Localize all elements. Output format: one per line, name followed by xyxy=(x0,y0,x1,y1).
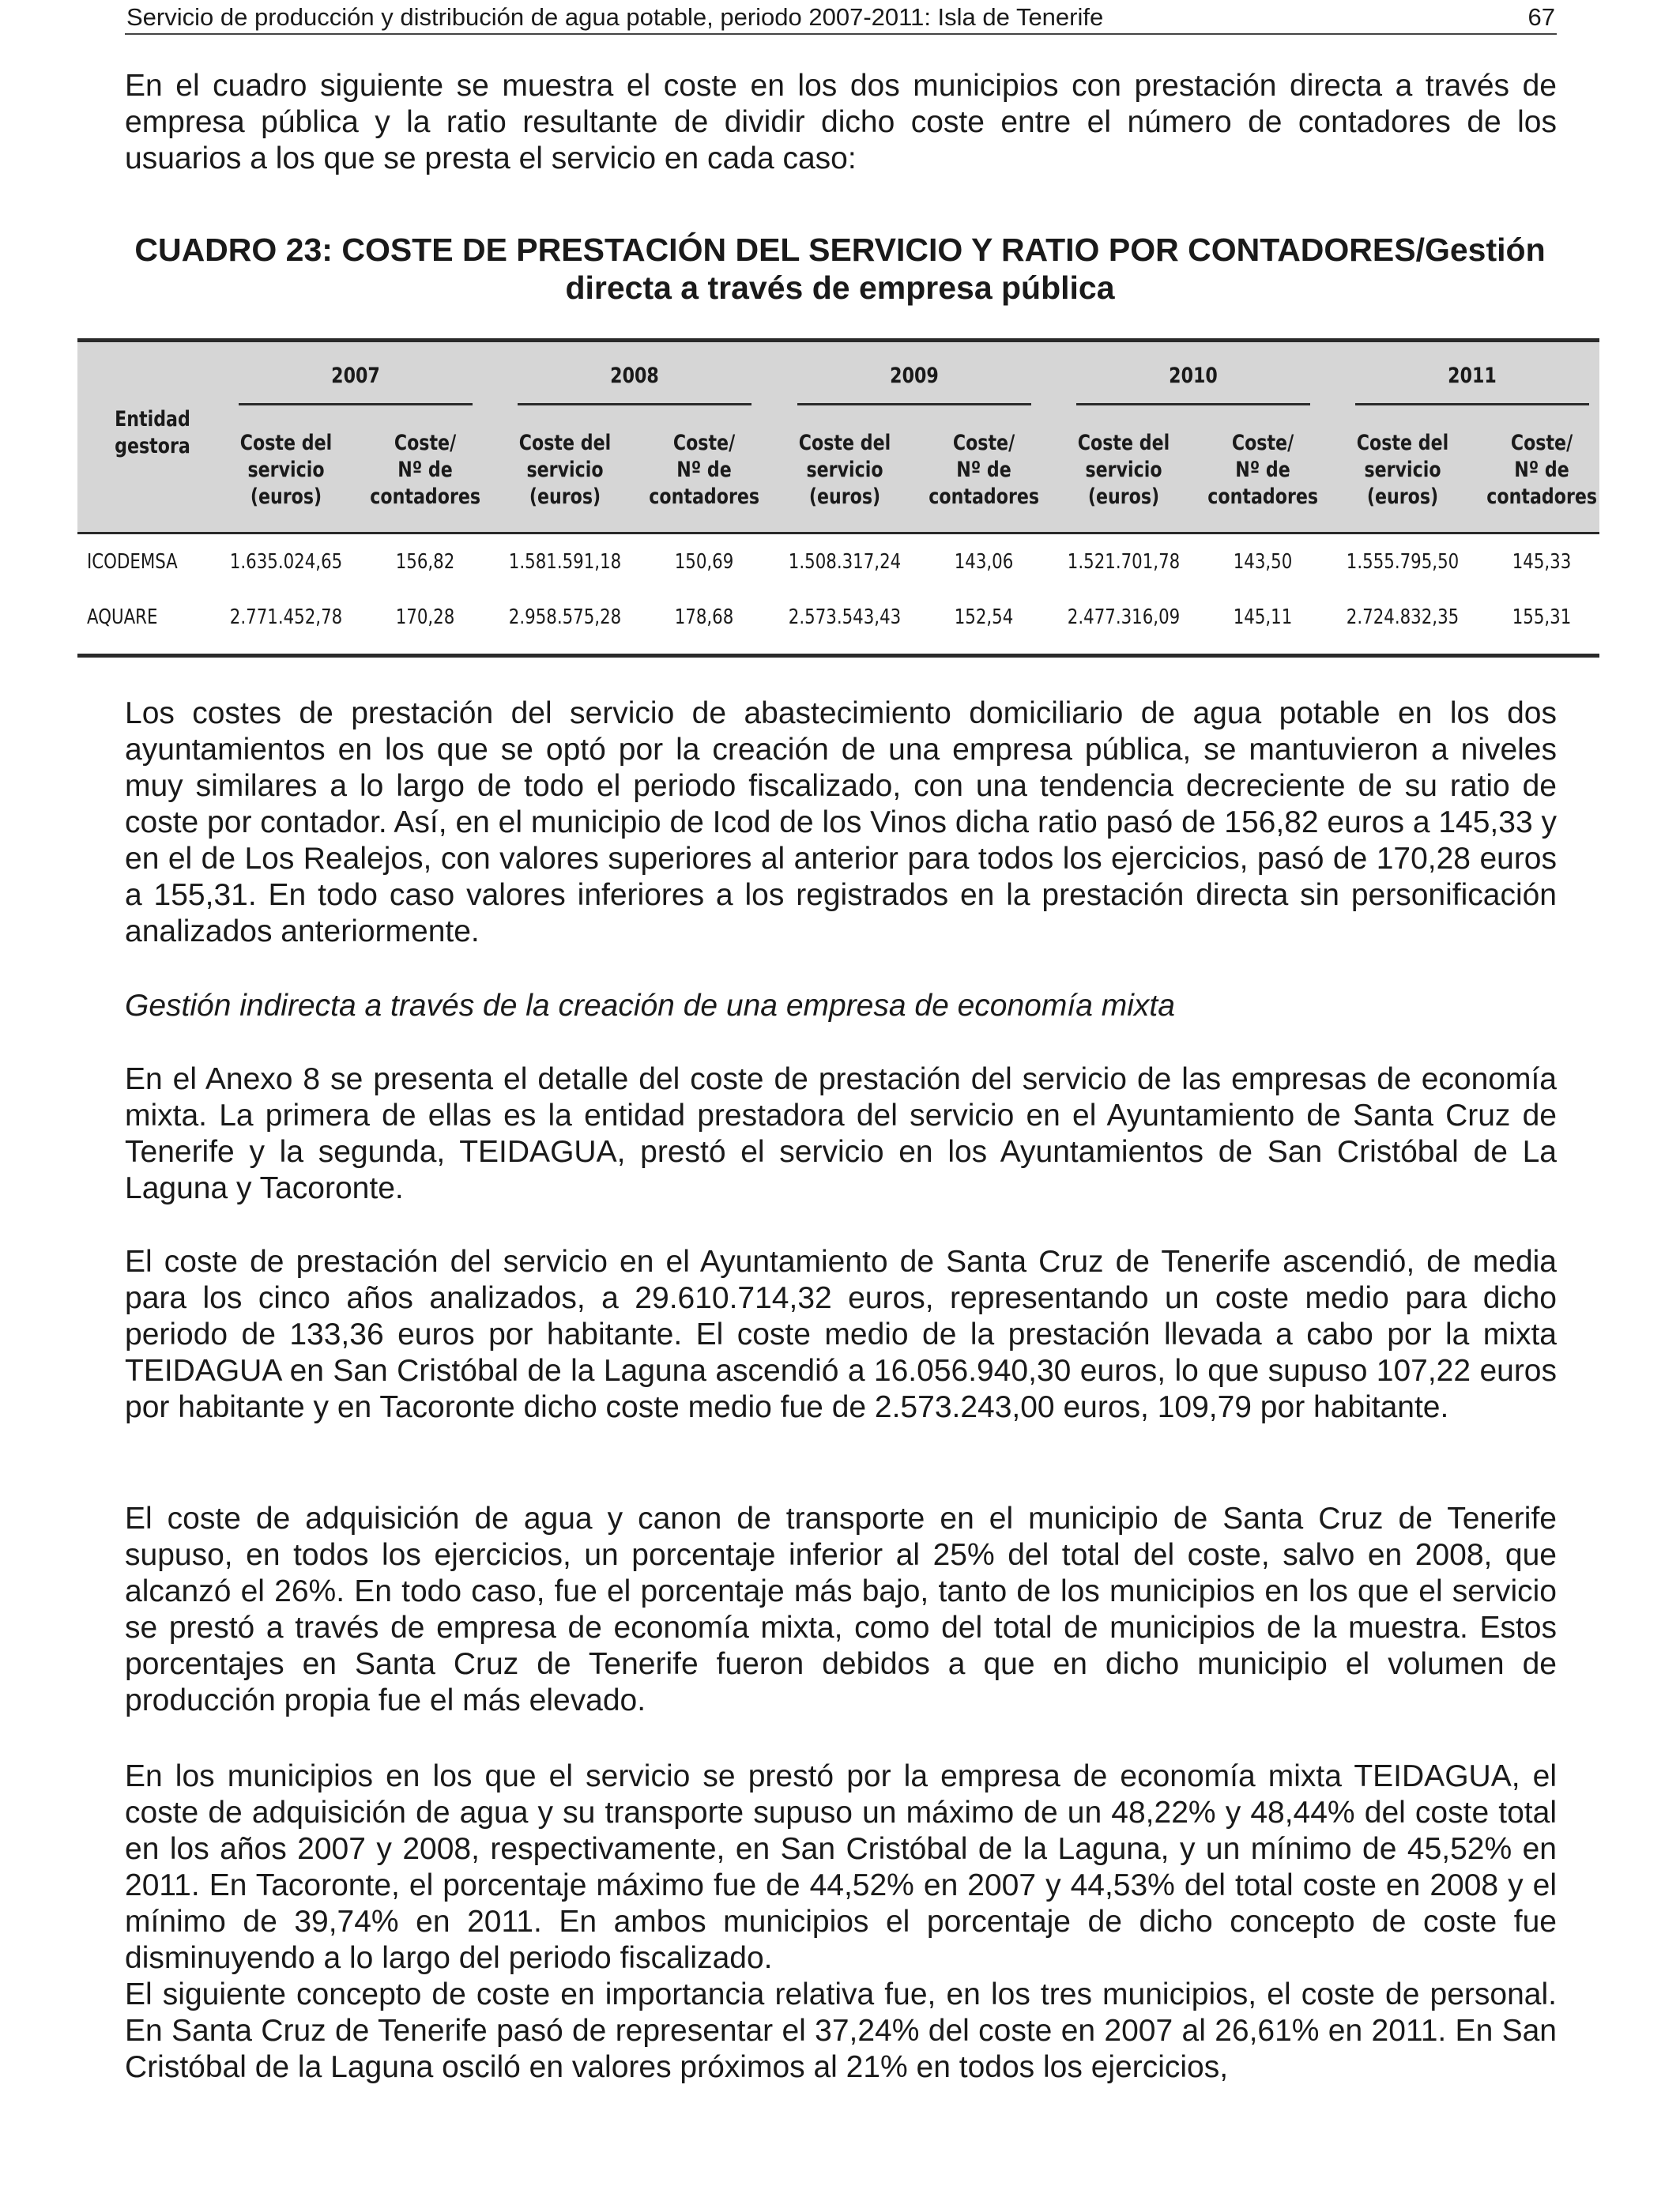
cost-subheader-line: (euros) xyxy=(529,484,601,509)
cost-subheader-2008 xyxy=(510,430,620,511)
year-header-2008: 2008 xyxy=(610,364,659,388)
paragraph-personnel-cost: El siguiente concepto de coste en importancia relativa fue, en los tres municipios, el coste de personal. En Santa Cruz de Tenerife pasó de representar el 37,24% del coste en 2007 al 26,61% en 2011. En San Cristóbal de la Laguna osciló en valores próximos al 21% en todos los ejercicios, xyxy=(125,1977,1557,2084)
cost-value-cell: 2.477.316,09 xyxy=(1067,605,1181,629)
year-underline xyxy=(518,403,751,405)
ratio-subheader-line: Nº de xyxy=(1514,458,1569,482)
ratio-subheader-line: Coste/ xyxy=(394,431,457,455)
ratio-subheader-2010 xyxy=(1207,430,1317,511)
ratio-subheader-line: Coste/ xyxy=(952,431,1015,455)
ratio-subheader-line: contadores xyxy=(1486,484,1598,509)
cost-subheader-2009 xyxy=(789,430,899,511)
ratio-value-cell: 150,69 xyxy=(674,550,734,574)
page-number: 67 xyxy=(1527,3,1555,31)
entity-name: AQUARE xyxy=(87,605,158,629)
ratio-value-cell: 170,28 xyxy=(395,605,455,629)
year-underline xyxy=(1355,403,1589,405)
cost-subheader-line: servicio xyxy=(247,458,325,482)
paragraph-santa-cruz-cost: El coste de prestación del servicio en el Ayuntamiento de Santa Cruz de Tenerife ascendió, de media para los cinco años analizados, a 29.610.714,32 euros, representando un coste medio para dicho periodo de 133,36 euros por habitante. El coste medio de la prestación llevada a cabo por la mixta TEIDAGUA en San Cristóbal de la Laguna ascendió a 16.056.940,30 euros, lo que supuso 107,22 euros por habitante y en Tacoronte dicho coste medio fue de 2.573.243,00 euros, 109,79 por habitante. xyxy=(125,1245,1557,1424)
cost-value-cell: 2.724.832,35 xyxy=(1346,605,1460,629)
section-heading: Gestión indirecta a través de la creación de una empresa de economía mixta xyxy=(125,989,1175,1023)
cost-value-cell: 1.581.591,18 xyxy=(508,550,622,574)
ratio-subheader-line: contadores xyxy=(370,484,481,509)
ratio-subheader-2007 xyxy=(370,430,480,511)
cost-subheader-line: Coste del xyxy=(518,431,612,455)
running-header-title: Servicio de producción y distribución de agua potable, periodo 2007-2011: Isla de Tenerife xyxy=(126,3,1104,31)
cost-subheader-line: Coste del xyxy=(1077,431,1170,455)
ratio-subheader-line: contadores xyxy=(1207,484,1319,509)
cost-subheader-2011 xyxy=(1347,430,1457,511)
entity-column-header xyxy=(91,406,214,460)
year-header-2009: 2009 xyxy=(890,364,939,388)
paragraph-annex-8: En el Anexo 8 se presenta el detalle del coste de prestación del servicio de las empresas de economía mixta. La primera de ellas es la entidad prestadora del servicio en el Ayuntamiento de Santa Cruz de Tenerife y la segunda, TEIDAGUA, prestó el servicio en los Ayuntamientos de San Cristóbal de La Laguna y Tacoronte. xyxy=(125,1062,1557,1205)
table-title xyxy=(63,231,1617,307)
ratio-value-cell: 156,82 xyxy=(395,550,455,574)
ratio-value-cell: 143,06 xyxy=(954,550,1014,574)
ratio-value-cell: 145,11 xyxy=(1233,605,1293,629)
ratio-subheader-2011 xyxy=(1486,430,1596,511)
cost-subheader-line: Coste del xyxy=(1356,431,1449,455)
ratio-value-cell: 178,68 xyxy=(674,605,734,629)
ratio-value-cell: 155,31 xyxy=(1512,605,1572,629)
cost-subheader-line: Coste del xyxy=(239,431,333,455)
paragraph-public-company-analysis: Los costes de prestación del servicio de abastecimiento domiciliario de agua potable en los dos ayuntamientos en los que se optó por la creación de una empresa pública, se mantuvieron a niveles muy similares a lo largo de todo el periodo fiscalizado, con una tendencia decreciente de su ratio de coste por contador. Así, en el municipio de Icod de los Vinos dicha ratio pasó de 156,82 euros a 145,33 y en el de Los Realejos, con valores superiores al anterior para todos los ejercicios, pasó de 170,28 euros a 155,31. En todo caso valores inferiores a los registrados en la prestación directa sin personificación analizados anteriormente. xyxy=(125,696,1557,948)
table-header-rule xyxy=(77,532,1599,534)
year-header-2011: 2011 xyxy=(1448,364,1497,388)
ratio-subheader-line: Nº de xyxy=(397,458,453,482)
ratio-subheader-line: Nº de xyxy=(676,458,732,482)
ratio-subheader-line: Nº de xyxy=(1235,458,1290,482)
ratio-value-cell: 143,50 xyxy=(1233,550,1293,574)
cost-value-cell: 1.635.024,65 xyxy=(229,550,343,574)
cost-subheader-2007 xyxy=(231,430,341,511)
cost-value-cell: 1.555.795,50 xyxy=(1346,550,1460,574)
cost-subheader-line: servicio xyxy=(806,458,883,482)
ratio-subheader-line: Coste/ xyxy=(672,431,736,455)
entity-header-line-1: Entidad xyxy=(115,407,190,432)
intro-paragraph: En el cuadro siguiente se muestra el coste en los dos municipios con prestación directa a través de empresa pública y la ratio resultante de dividir dicho coste entre el número de contadores de los usuarios a los que se presta el servicio en cada caso: xyxy=(125,69,1557,175)
ratio-subheader-line: contadores xyxy=(649,484,760,509)
year-underline xyxy=(797,403,1031,405)
year-underline xyxy=(239,403,473,405)
ratio-value-cell: 152,54 xyxy=(954,605,1014,629)
cost-subheader-line: servicio xyxy=(1085,458,1162,482)
cost-subheader-line: (euros) xyxy=(1366,484,1439,509)
cost-subheader-line: Coste del xyxy=(798,431,891,455)
year-header-2010: 2010 xyxy=(1169,364,1218,388)
paragraph-water-acquisition: El coste de adquisición de agua y canon de transporte en el municipio de Santa Cruz de Tenerife supuso, en todos los ejercicios, un porcentaje inferior al 25% del total del coste, salvo en 2008, que alcanzó el 26%. En todo caso, fue el porcentaje más bajo, tanto de los municipios en los que el servicio se prestó a través de empresa de economía mixta, como del total de municipios de la muestra. Estos porcentajes en Santa Cruz de Tenerife fueron debidos a que en dicho municipio el volumen de producción propia fue el más elevado. xyxy=(125,1502,1557,1717)
cost-subheader-line: (euros) xyxy=(250,484,322,509)
ratio-subheader-line: contadores xyxy=(929,484,1040,509)
running-header xyxy=(125,0,1557,35)
cost-value-cell: 2.771.452,78 xyxy=(229,605,343,629)
year-header-2007: 2007 xyxy=(331,364,380,388)
cost-value-cell: 2.573.543,43 xyxy=(788,605,902,629)
ratio-value-cell: 145,33 xyxy=(1512,550,1572,574)
ratio-subheader-2008 xyxy=(649,430,759,511)
cost-subheader-2010 xyxy=(1068,430,1178,511)
ratio-subheader-2009 xyxy=(929,430,1038,511)
ratio-subheader-line: Coste/ xyxy=(1510,431,1573,455)
ratio-subheader-line: Coste/ xyxy=(1231,431,1294,455)
cost-subheader-line: (euros) xyxy=(808,484,881,509)
cost-subheader-line: servicio xyxy=(526,458,604,482)
entity-header-line-2: gestora xyxy=(115,434,190,458)
table-title-line-2: directa a través de empresa pública xyxy=(565,270,1115,306)
cost-value-cell: 2.958.575,28 xyxy=(508,605,622,629)
cost-value-cell: 1.521.701,78 xyxy=(1067,550,1181,574)
year-underline xyxy=(1076,403,1310,405)
cost-value-cell: 1.508.317,24 xyxy=(788,550,902,574)
table-bottom-rule xyxy=(77,654,1599,658)
entity-name: ICODEMSA xyxy=(87,550,178,574)
ratio-subheader-line: Nº de xyxy=(956,458,1011,482)
cost-subheader-line: servicio xyxy=(1364,458,1441,482)
cost-subheader-line: (euros) xyxy=(1087,484,1160,509)
paragraph-teidagua: En los municipios en los que el servicio se prestó por la empresa de economía mixta TEIDAGUA, el coste de adquisición de agua y su transporte supuso un máximo de un 48,22% y 48,44% del coste total en los años 2007 y 2008, respectivamente, en San Cristóbal de la Laguna, y un mínimo de 45,52% en 2011. En Tacoronte, el porcentaje máximo fue de 44,52% en 2007 y 44,53% del total coste en 2008 y el mínimo de 39,74% en 2011. En ambos municipios el porcentaje de dicho concepto de coste fue disminuyendo a lo largo del periodo fiscalizado. xyxy=(125,1759,1557,1975)
table-title-line-1: CUADRO 23: COSTE DE PRESTACIÓN DEL SERVICIO Y RATIO POR CONTADORES/Gestión xyxy=(134,232,1546,268)
